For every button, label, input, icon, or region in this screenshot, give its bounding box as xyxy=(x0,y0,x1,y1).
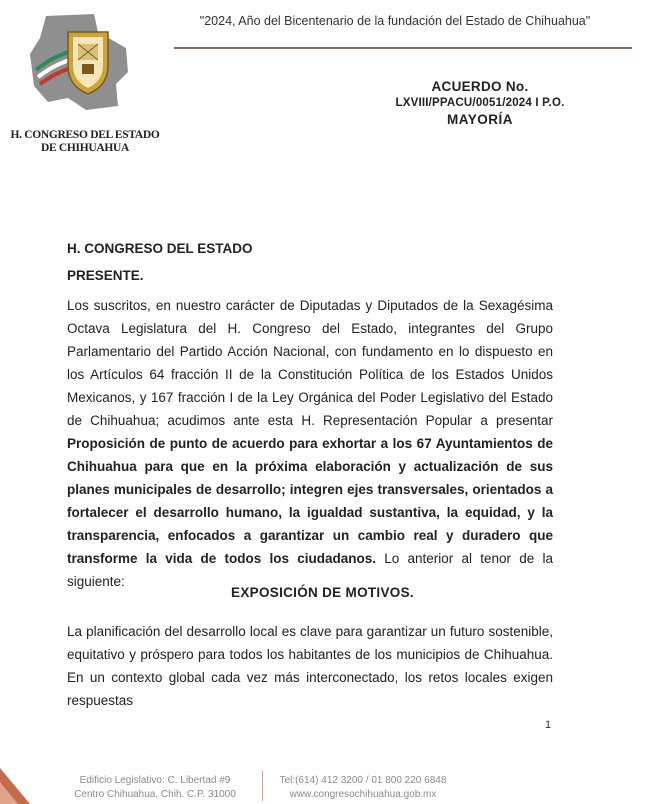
motives-paragraph: La planificación del desarrollo local es clave para garantizar un futuro sostenible, equitativo y próspero para todos los habitantes de los municipios de Chihuahua. En un contexto global cada vez más interconectado, los retos locales exigen respuestas xyxy=(67,624,553,708)
header-divider xyxy=(174,47,632,49)
intro-text-part2: Lo anterior al tenor de la siguiente: xyxy=(67,551,553,589)
intro-text-part1: Los suscritos, en nuestro carácter de Diputadas y Diputados de la Sexagésima Octava Legislatura del H. Congreso del Estado, integrantes del Grupo Parlamentario del Partido Acción Nacional, con fundamento en lo dispuesto en los Artículos 64 fracción II de la Constitución Política de los Estados Unidos Mexicanos, y 167 fracción I de la Ley Orgánica del Poder Legislativo del Estado de Chihuahua; acudimos ante esta H. Representación Popular a presentar xyxy=(67,298,553,428)
organization-name-line1: H. CONGRESO DEL ESTADO xyxy=(10,129,160,141)
section-title: EXPOSICIÓN DE MOTIVOS. xyxy=(231,585,414,600)
congress-logo xyxy=(28,14,132,112)
shield-icon xyxy=(68,32,108,94)
footer-divider xyxy=(262,771,263,801)
agreement-title: ACUERDO No. xyxy=(431,79,529,94)
organization-name-line2: DE CHIHUAHUA xyxy=(40,142,130,154)
agreement-number: LXVIII/PPACU/0051/2024 I P.O. xyxy=(395,97,565,109)
intro-paragraph xyxy=(67,294,553,593)
year-motto: "2024, Año del Bicentenario de la fundación del Estado de Chihuahua" xyxy=(199,14,591,28)
agreement-block xyxy=(380,78,580,128)
footer-accent-icon xyxy=(0,764,60,804)
addressee-line2: PRESENTE. xyxy=(67,268,144,283)
page-number: 1 xyxy=(545,719,552,731)
intro-proposal-title: Proposición de punto de acuerdo para exhortar a los 67 Ayuntamientos de Chihuahua para que en la próxima elaboración y actualización de sus planes municipales de desarrollo; integren ejes transversales, orientados a fortalecer el desarrollo humano, la igualdad sustantiva, la equidad, y la transparencia, enfocados a garantizar un cambio real y duradero que transforme la vida de todos los ciudadanos. xyxy=(67,436,553,566)
footer-website[interactable]: www.congresochihuahua.gob.mx xyxy=(289,789,437,800)
organization-name xyxy=(10,129,160,155)
footer-phone: Tel:(614) 412 3200 / 01 800 220 6848 xyxy=(279,775,447,786)
footer-address-line2: Centro Chihuahua, Chih. C.P. 31000 xyxy=(74,789,236,800)
addressee-line1: H. CONGRESO DEL ESTADO xyxy=(67,241,253,256)
footer-address-line1: Edificio Legislativo: C. Libertad #9 xyxy=(79,775,231,786)
agreement-type: MAYORÍA xyxy=(446,112,513,127)
footer-address xyxy=(60,774,250,802)
footer-contact xyxy=(268,774,458,802)
